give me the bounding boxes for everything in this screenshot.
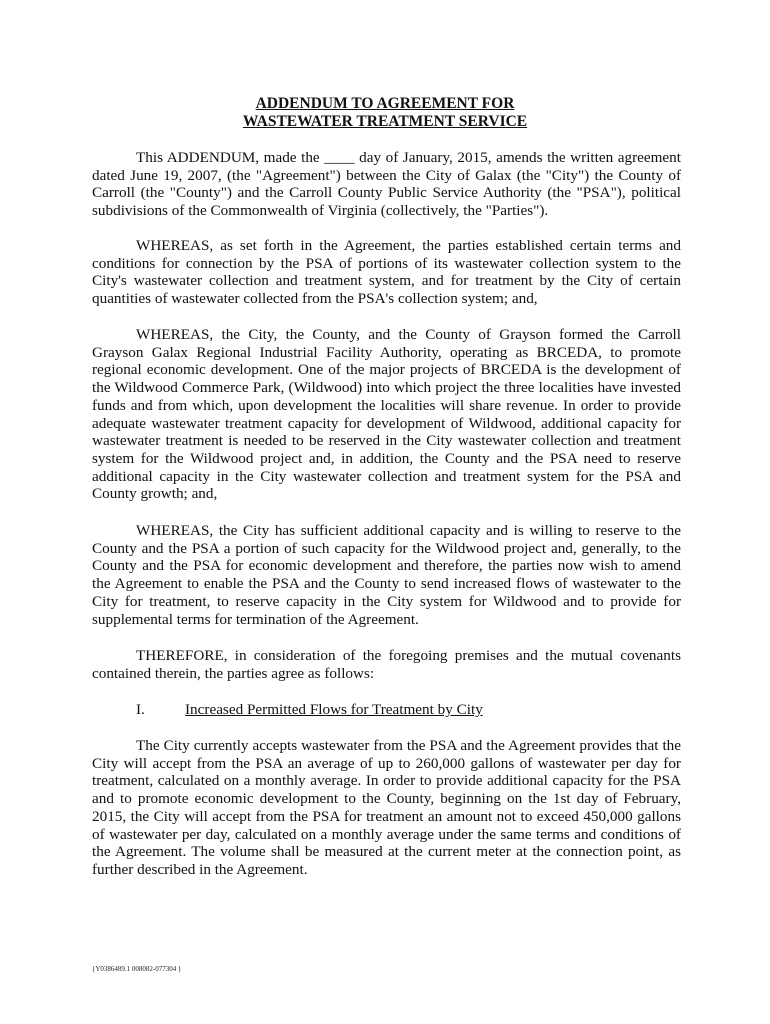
paragraph-whereas-3: WHEREAS, the City has sufficient additional capacity and is willing to reserve to the County and the PSA a portion of such capacity for the Wildwood project and, generally, to the County and the PSA for economic development and therefore, the parties now wish to amend the Agreement to enable the PSA and the County to send increased flows of wastewater to the City for treatment, to reserve capacity in the City system for Wildwood and to provide for supplemental terms for termination of the Agreement. [92,522,681,628]
document-title-line-2: WASTEWATER TREATMENT SERVICE [242,113,528,130]
paragraph-preamble: This ADDENDUM, made the ____ day of January, 2015, amends the written agreement dated June 19, 2007, (the "Agreement") between the City of Galax (the "City") the County of Carroll (the "County") and the Carroll County Public Service Authority (the "PSA"), political subdivisions of the Commonwealth of Virginia (collectively, the "Parties"). [92,149,681,220]
paragraph-section-1-body: The City currently accepts wastewater from the PSA and the Agreement provides that the City will accept from the PSA an average of up to 260,000 gallons of wastewater per day for treatment, calculated on a monthly average. In order to provide additional capacity for the PSA and to promote economic development to the County, beginning on the 1st day of February, 2015, the City will accept from the PSA for treatment an amount not to exceed 450,000 gallons of wastewater per day, calculated on a monthly average under the same terms and conditions of the Agreement. The volume shall be measured at the current meter at the connection point, as further described in the Agreement. [92,737,681,878]
section-number: I. [136,701,145,718]
document-footer-id: {Y0386489.1 008082-077304 } [92,965,182,973]
document-title-line-1: ADDENDUM TO AGREEMENT FOR [255,95,515,112]
paragraph-therefore: THEREFORE, in consideration of the foregoing premises and the mutual covenants contained therein, the parties agree as follows: [92,647,681,682]
paragraph-whereas-2: WHEREAS, the City, the County, and the County of Grayson formed the Carroll Grayson Galax Regional Industrial Facility Authority, operating as BRCEDA, to promote regional economic development. One of the major projects of BRCEDA is the development of the Wildwood Commerce Park, (Wildwood) into which project the three localities have invested funds and from which, upon development the localities will share revenue. In order to provide adequate wastewater treatment capacity for development of Wildwood, additional capacity for wastewater treatment is needed to be reserved in the City wastewater collection and treatment system for the Wildwood project and, in addition, the County and the PSA need to reserve additional capacity in the City wastewater collection and treatment system for the PSA and County growth; and, [92,326,681,503]
paragraph-whereas-1: WHEREAS, as set forth in the Agreement, the parties established certain terms and conditions for connection by the PSA of portions of its wastewater collection system to the City's wastewater collection and treatment system, and for treatment by the City of certain quantities of wastewater collected from the PSA's collection system; and, [92,237,681,308]
section-title: Increased Permitted Flows for Treatment by City [185,701,483,718]
